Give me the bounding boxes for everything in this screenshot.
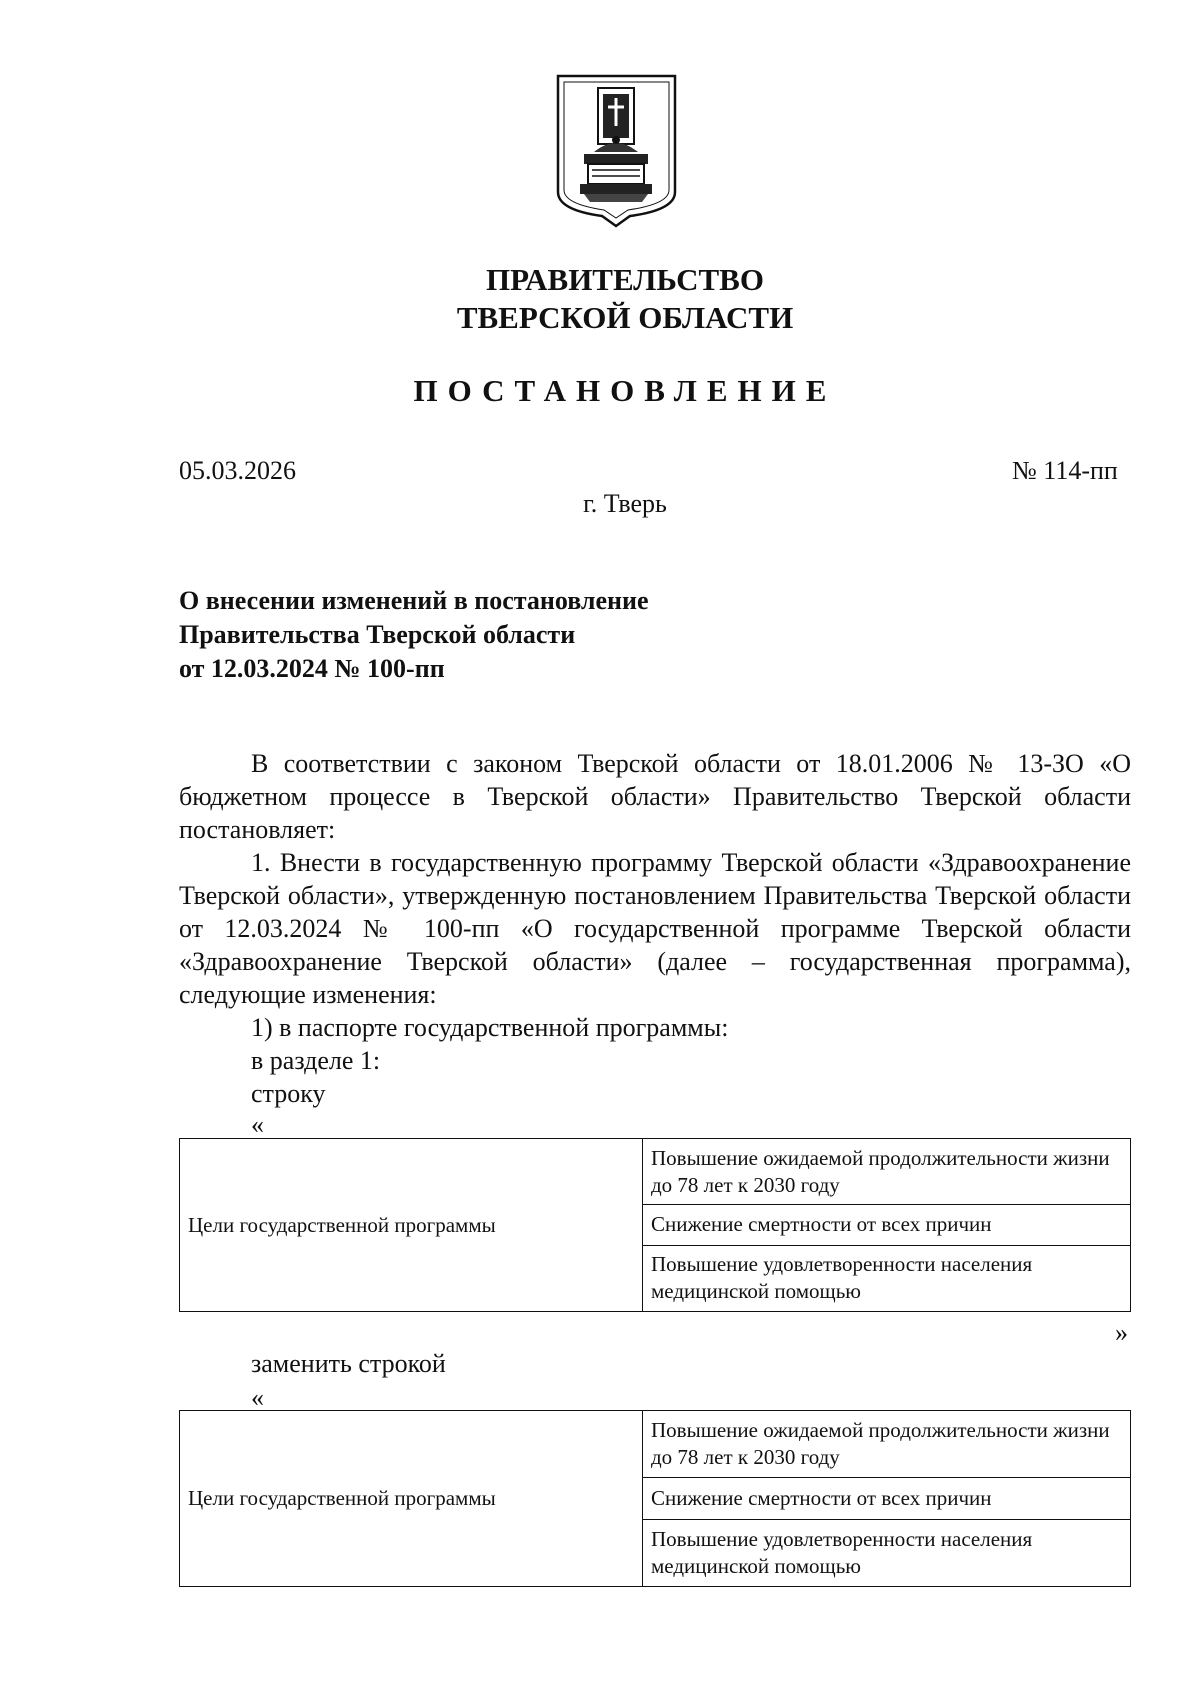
subject-line3: от 12.03.2024 № 100-пп: [179, 654, 445, 683]
government-name-line1: ПРАВИТЕЛЬСТВО: [486, 262, 764, 297]
goal-cell: Снижение смертности от всех причин: [643, 1205, 1131, 1246]
opening-quote-2: «: [251, 1383, 264, 1412]
body-paragraph-2: 1. Внести в государственную программу Тверской области «Здравоохранение Тверской области», утвержденную постановлением Правительства Тверской области от 12.03.2024 № 100-пп «О государственной программе Тверской области «Здравоохранение Тверской области» (далее – государственная программа), следующие изменения:: [179, 848, 1131, 1009]
body-paragraph-1: В соответствии с законом Тверской области от 18.01.2006 № 13-ЗО «О бюджетном процессе в Тверской области» Правительство Тверской области постановляет:: [179, 749, 1131, 844]
document-type-title: ПОСТАНОВЛЕНИЕ: [413, 373, 837, 408]
body-item-1: 1) в паспорте государственной программы:: [251, 1013, 729, 1042]
goal-cell: Повышение удовлетворенности населения медицинской помощью: [643, 1519, 1131, 1586]
subject-line2: Правительства Тверской области: [179, 620, 576, 649]
table-row: [180, 1139, 1131, 1205]
body-row-word: строку: [251, 1079, 326, 1108]
closing-quote-1: »: [1115, 1318, 1128, 1347]
goal-cell: Повышение удовлетворенности населения медицинской помощью: [643, 1245, 1131, 1311]
old-goals-table: [179, 1138, 1131, 1312]
new-goals-table: [179, 1410, 1131, 1587]
goal-cell: Снижение смертности от всех причин: [643, 1478, 1131, 1520]
body-section-line: в разделе 1:: [251, 1046, 381, 1075]
goals-label-cell: Цели государственной программы: [180, 1139, 643, 1312]
table-row: [180, 1411, 1131, 1478]
goal-cell: Повышение ожидаемой продолжительности жизни до 78 лет к 2030 году: [643, 1411, 1131, 1478]
government-name-line2: ТВЕРСКОЙ ОБЛАСТИ: [456, 300, 794, 335]
document-subject: [179, 584, 649, 686]
document-number: № 114-пп: [1012, 456, 1118, 485]
coat-of-arms-emblem: [554, 74, 679, 228]
body-replace-with: заменить строкой: [251, 1349, 446, 1378]
document-city: г. Тверь: [583, 489, 667, 518]
document-date: 05.03.2026: [179, 456, 296, 485]
opening-quote-1: «: [251, 1110, 264, 1139]
subject-line1: О внесении изменений в постановление: [179, 586, 649, 615]
goal-cell: Повышение ожидаемой продолжительности жизни до 78 лет к 2030 году: [643, 1139, 1131, 1205]
goals-label-cell: Цели государственной программы: [180, 1411, 643, 1587]
